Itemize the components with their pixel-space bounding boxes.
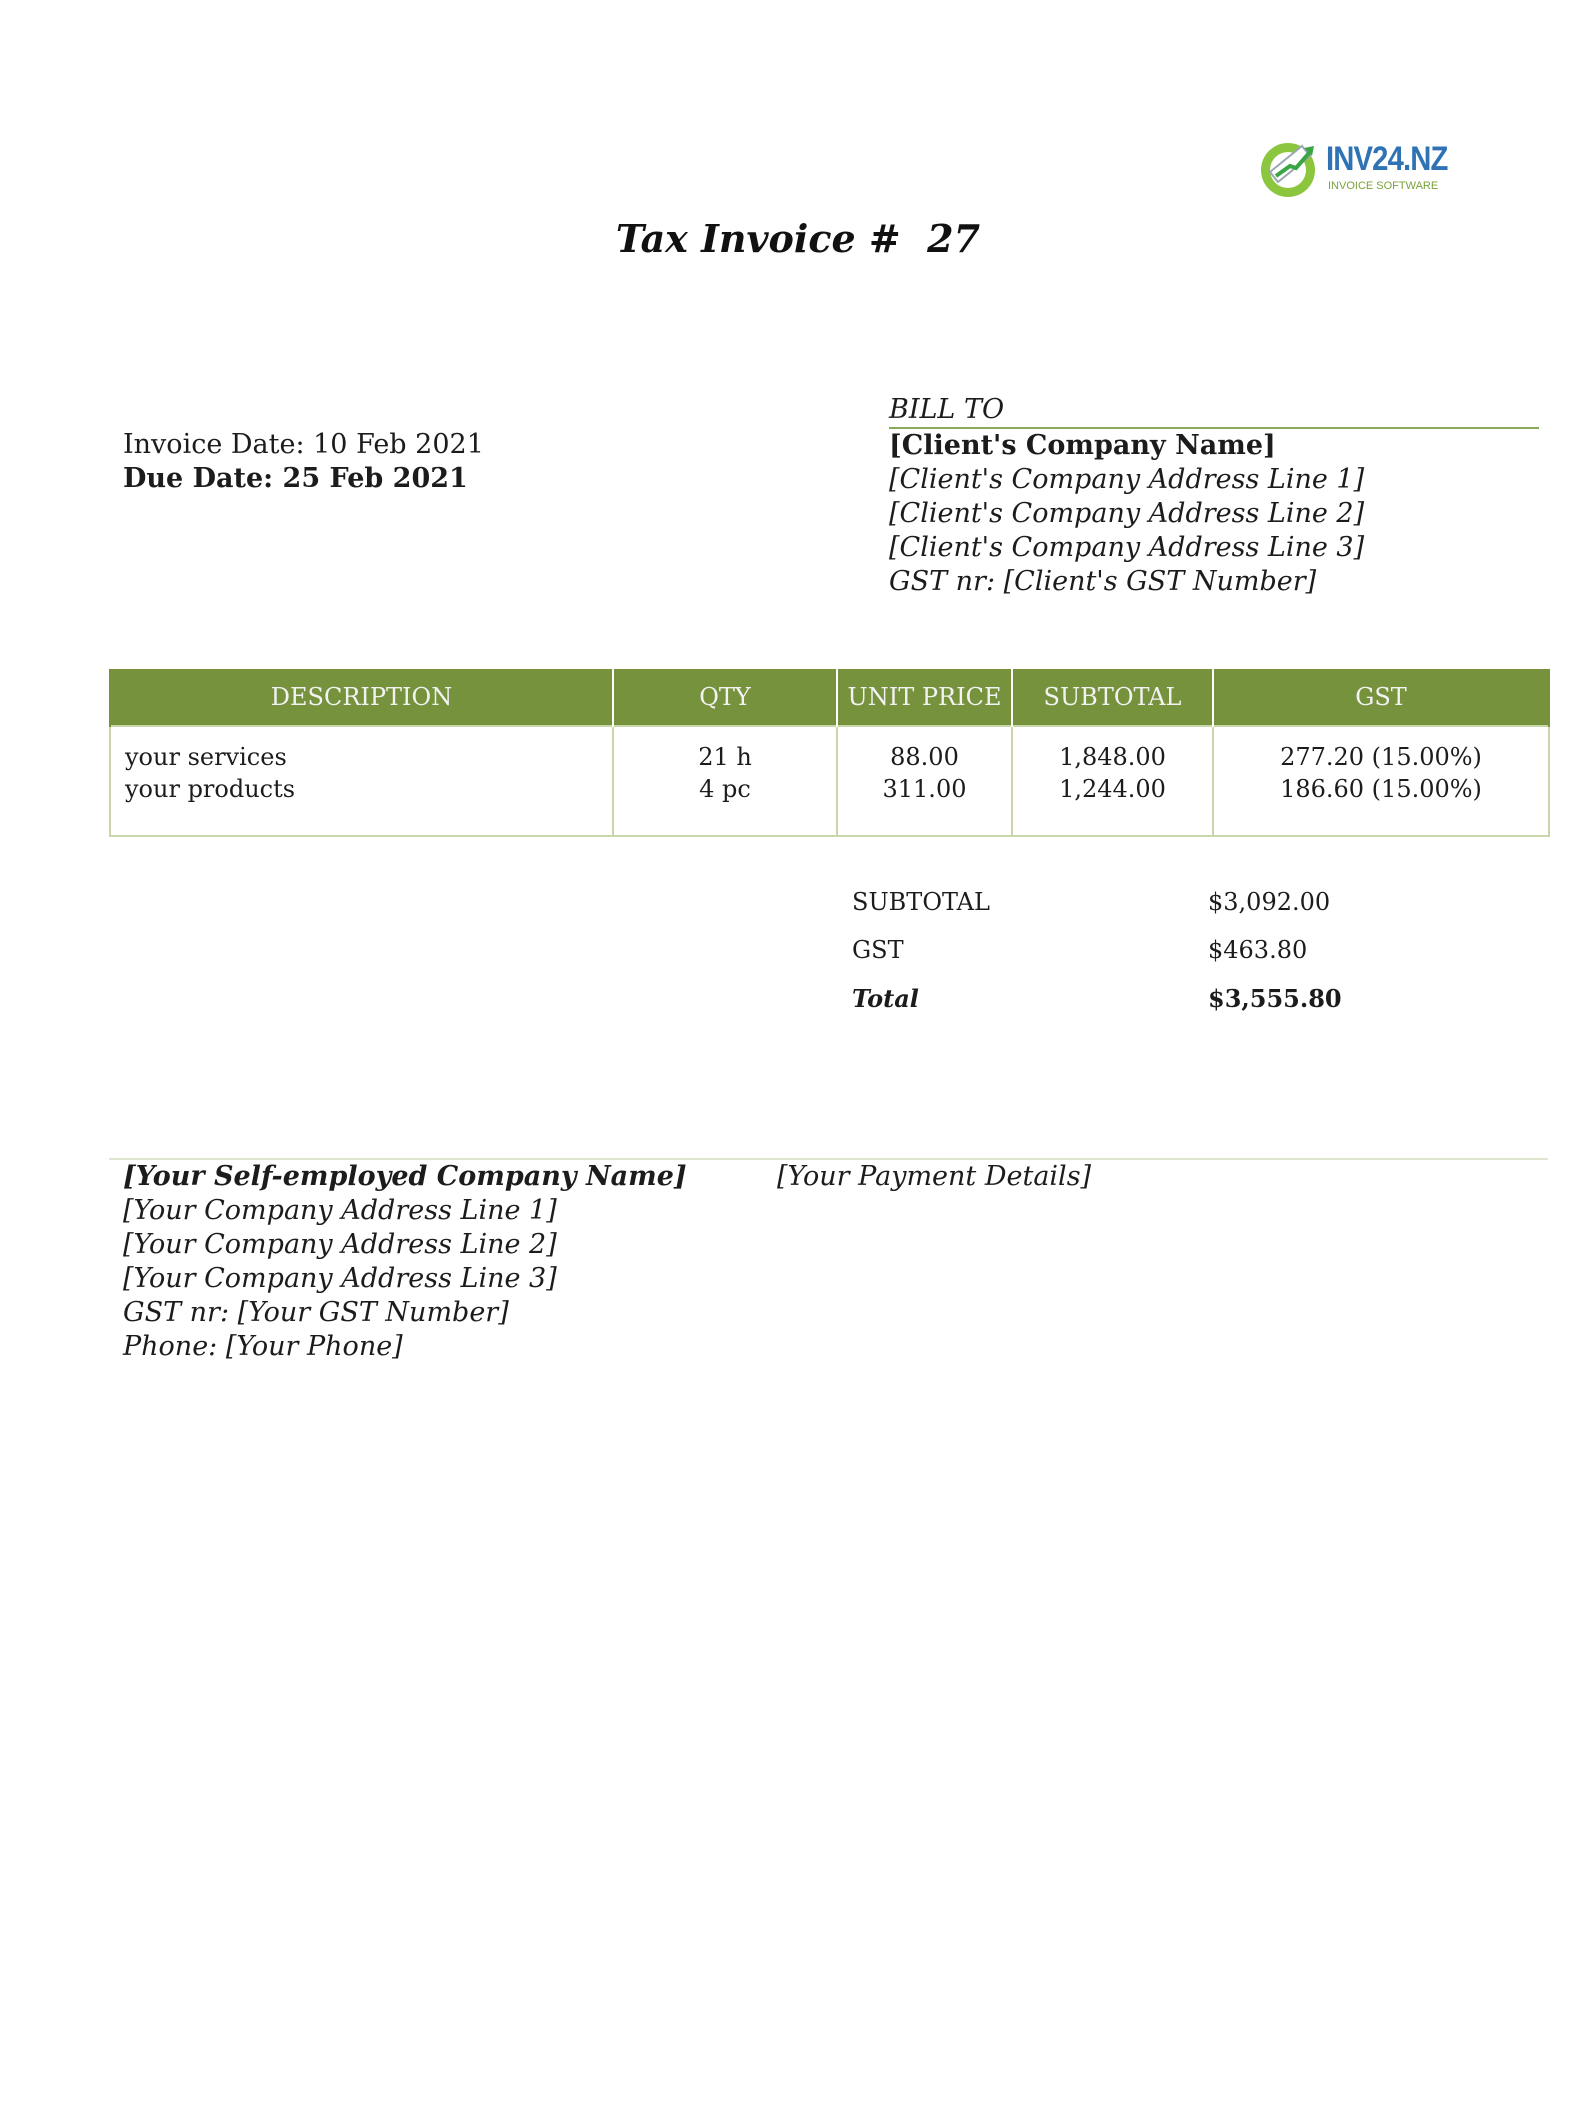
col-header-subtotal: SUBTOTAL xyxy=(1012,669,1213,726)
client-address-line-2: [Client's Company Address Line 2] xyxy=(889,498,1365,529)
unit-price-cell xyxy=(837,726,1012,836)
total-label: Total xyxy=(852,984,919,1013)
client-address-line-1: [Client's Company Address Line 1] xyxy=(889,464,1365,495)
payment-details: [Your Payment Details] xyxy=(777,1161,1092,1192)
invoice-dates xyxy=(123,428,484,496)
line-items-table xyxy=(109,669,1550,837)
col-header-qty: QTY xyxy=(613,669,837,726)
invoice-date: Invoice Date: 10 Feb 2021 xyxy=(123,429,484,460)
table-row xyxy=(110,726,1549,836)
total-value: $3,555.80 xyxy=(1208,984,1342,1013)
table-header-row xyxy=(110,669,1549,726)
seller-address-line-1: [Your Company Address Line 1] xyxy=(123,1195,557,1226)
invoice-title: Tax Invoice # 27 xyxy=(615,216,981,261)
client-company-name: [Client's Company Name] xyxy=(889,430,1276,461)
item-subtotal: 1,244.00 xyxy=(1059,775,1166,803)
subtotal-row xyxy=(852,888,1412,936)
totals-block xyxy=(852,888,1412,1032)
col-header-unit-price: UNIT PRICE xyxy=(837,669,1012,726)
gst-label: GST xyxy=(852,936,904,964)
seller-company-name: [Your Self-employed Company Name] xyxy=(123,1161,687,1192)
gst-value: $463.80 xyxy=(1208,936,1308,964)
item-gst: 277.20 (15.00%) xyxy=(1280,743,1482,771)
brand-logo xyxy=(1256,132,1456,204)
gst-cell xyxy=(1213,726,1549,836)
bill-to-block xyxy=(889,393,1539,599)
qty-cell xyxy=(613,726,837,836)
item-qty: 4 pc xyxy=(699,775,751,803)
col-header-description: DESCRIPTION xyxy=(110,669,613,726)
seller-address-line-3: [Your Company Address Line 3] xyxy=(123,1263,557,1294)
subtotal-label: SUBTOTAL xyxy=(852,888,990,916)
client-gst-number: GST nr: [Client's GST Number] xyxy=(889,566,1317,597)
item-qty: 21 h xyxy=(698,743,752,771)
total-row xyxy=(852,984,1412,1032)
logo-tagline: INVOICE SOFTWARE xyxy=(1328,180,1439,192)
subtotal-value: $3,092.00 xyxy=(1208,888,1331,916)
item-subtotal: 1,848.00 xyxy=(1059,743,1166,771)
item-description: your services xyxy=(125,743,287,771)
bill-to-heading: BILL TO xyxy=(889,393,1539,429)
due-date: Due Date: 25 Feb 2021 xyxy=(123,463,468,494)
item-description: your products xyxy=(125,775,296,803)
item-gst: 186.60 (15.00%) xyxy=(1280,775,1482,803)
client-address-line-3: [Client's Company Address Line 3] xyxy=(889,532,1365,563)
item-unit-price: 88.00 xyxy=(890,743,959,771)
seller-phone: Phone: [Your Phone] xyxy=(123,1331,403,1362)
item-unit-price: 311.00 xyxy=(882,775,967,803)
seller-block xyxy=(123,1160,687,1364)
gst-row xyxy=(852,936,1412,984)
description-cell xyxy=(110,726,613,836)
seller-gst-number: GST nr: [Your GST Number] xyxy=(123,1297,509,1328)
seller-address-line-2: [Your Company Address Line 2] xyxy=(123,1229,557,1260)
col-header-gst: GST xyxy=(1213,669,1549,726)
logo-emblem-icon xyxy=(1256,132,1324,200)
subtotal-cell xyxy=(1012,726,1213,836)
logo-name: INV24.NZ xyxy=(1326,140,1448,178)
